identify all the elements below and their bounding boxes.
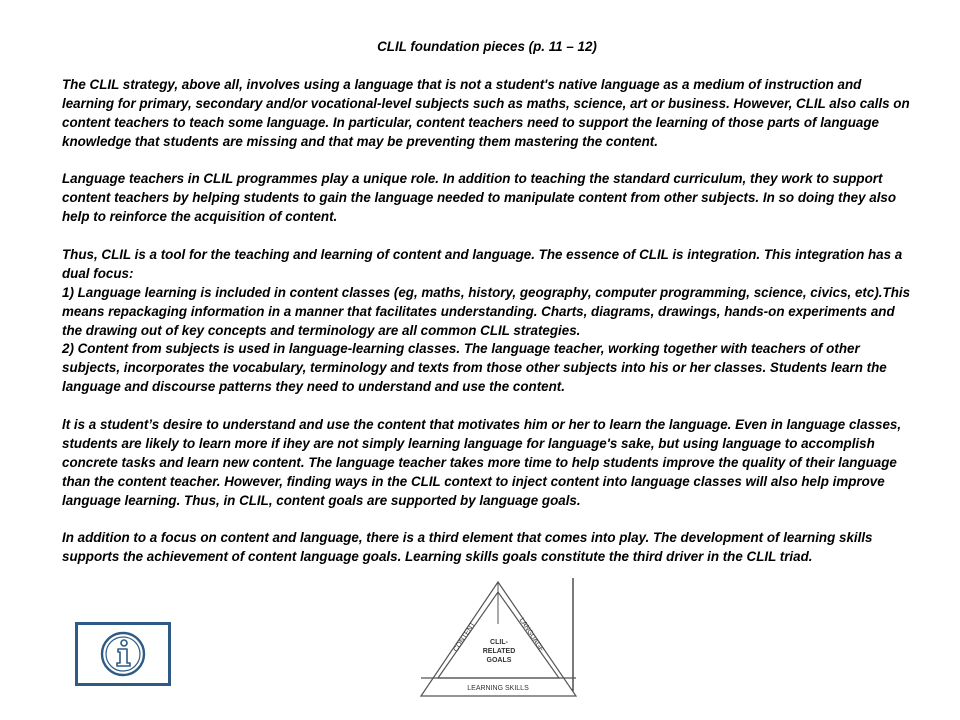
document-body	[62, 38, 912, 586]
paragraph-point-2: 2) Content from subjects is used in language-learning classes. The language teacher, working together with teachers of other subjects, incorporates the vocabulary, terminology and texts from those other subjects into his or her classes. Students learn the language and discourse patterns they need to understand and use the content.	[62, 341, 887, 395]
document-title: CLIL foundation pieces (p. 11 – 12)	[377, 39, 597, 54]
info-icon	[78, 625, 168, 683]
paragraph-third-element: In addition to a focus on content and language, there is a third element that comes into play. The development of learning skills supports the achievement of content language goals. Learning skills goals constitute the third driver in the CLIL triad.	[62, 530, 873, 565]
paragraph-clil-strategy: The CLIL strategy, above all, involves using a language that is not a student's native language as a medium of instruction and learning for primary, secondary and/or vocational-level subjects such as maths, science, art or business. However, CLIL also calls on content teachers to teach some language. In particular, content teachers need to support the learning of those parts of language knowledge that students are missing and that may be preventing them mastering the content.	[62, 76, 910, 149]
diagram-label-language: LANGUAGE	[517, 616, 545, 654]
paragraph-point-1: 1) Language learning is included in content classes (eg, maths, history, geography, computer programming, science, civics, etc).This means repackaging information in a manner that facilitates understanding. Charts, diagrams, drawings, hands-on experiments and the drawing out of key concepts and terminology are all common CLIL strategies.	[62, 284, 911, 338]
diagram-center-line3: GOALS	[486, 657, 512, 664]
paragraph-student-desire: lt is a student’s desire to understand and use the content that motivates him or her to learn the language. Even in language classes, students are likely to learn more if ihey are not simply learning language for language's sake, but using language to accomplish concrete tasks and learn new content. The language teacher takes more time to help students improve the quality of their language than the content teacher. However, finding ways in the CLIL context to inject content into language classes will also help improve language learning. Thus, in CLIL, content goals are supported by language goals.	[62, 417, 902, 508]
paragraph-dual-focus: Thus, CLIL is a tool for the teaching and learning of content and language. The essence of CLIL is integration. This integration has a dual focus:	[62, 246, 903, 281]
info-button[interactable]	[75, 622, 171, 686]
diagram-center-line2: RELATED	[482, 648, 516, 655]
clil-triad-diagram	[418, 578, 580, 700]
diagram-label-learning-skills: LEARNING SKILLS	[467, 685, 529, 692]
paragraph-language-teachers: Language teachers in CLIL programmes play a unique role. In addition to teaching the standard curriculum, they work to support content teachers by helping students to gain the language needed to manipulate content from other subjects. In so doing they also help to reinforce the acquisition of content.	[62, 171, 897, 225]
diagram-center-line1: CLIL-	[490, 639, 508, 646]
diagram-label-content: CONTENT	[452, 621, 477, 654]
